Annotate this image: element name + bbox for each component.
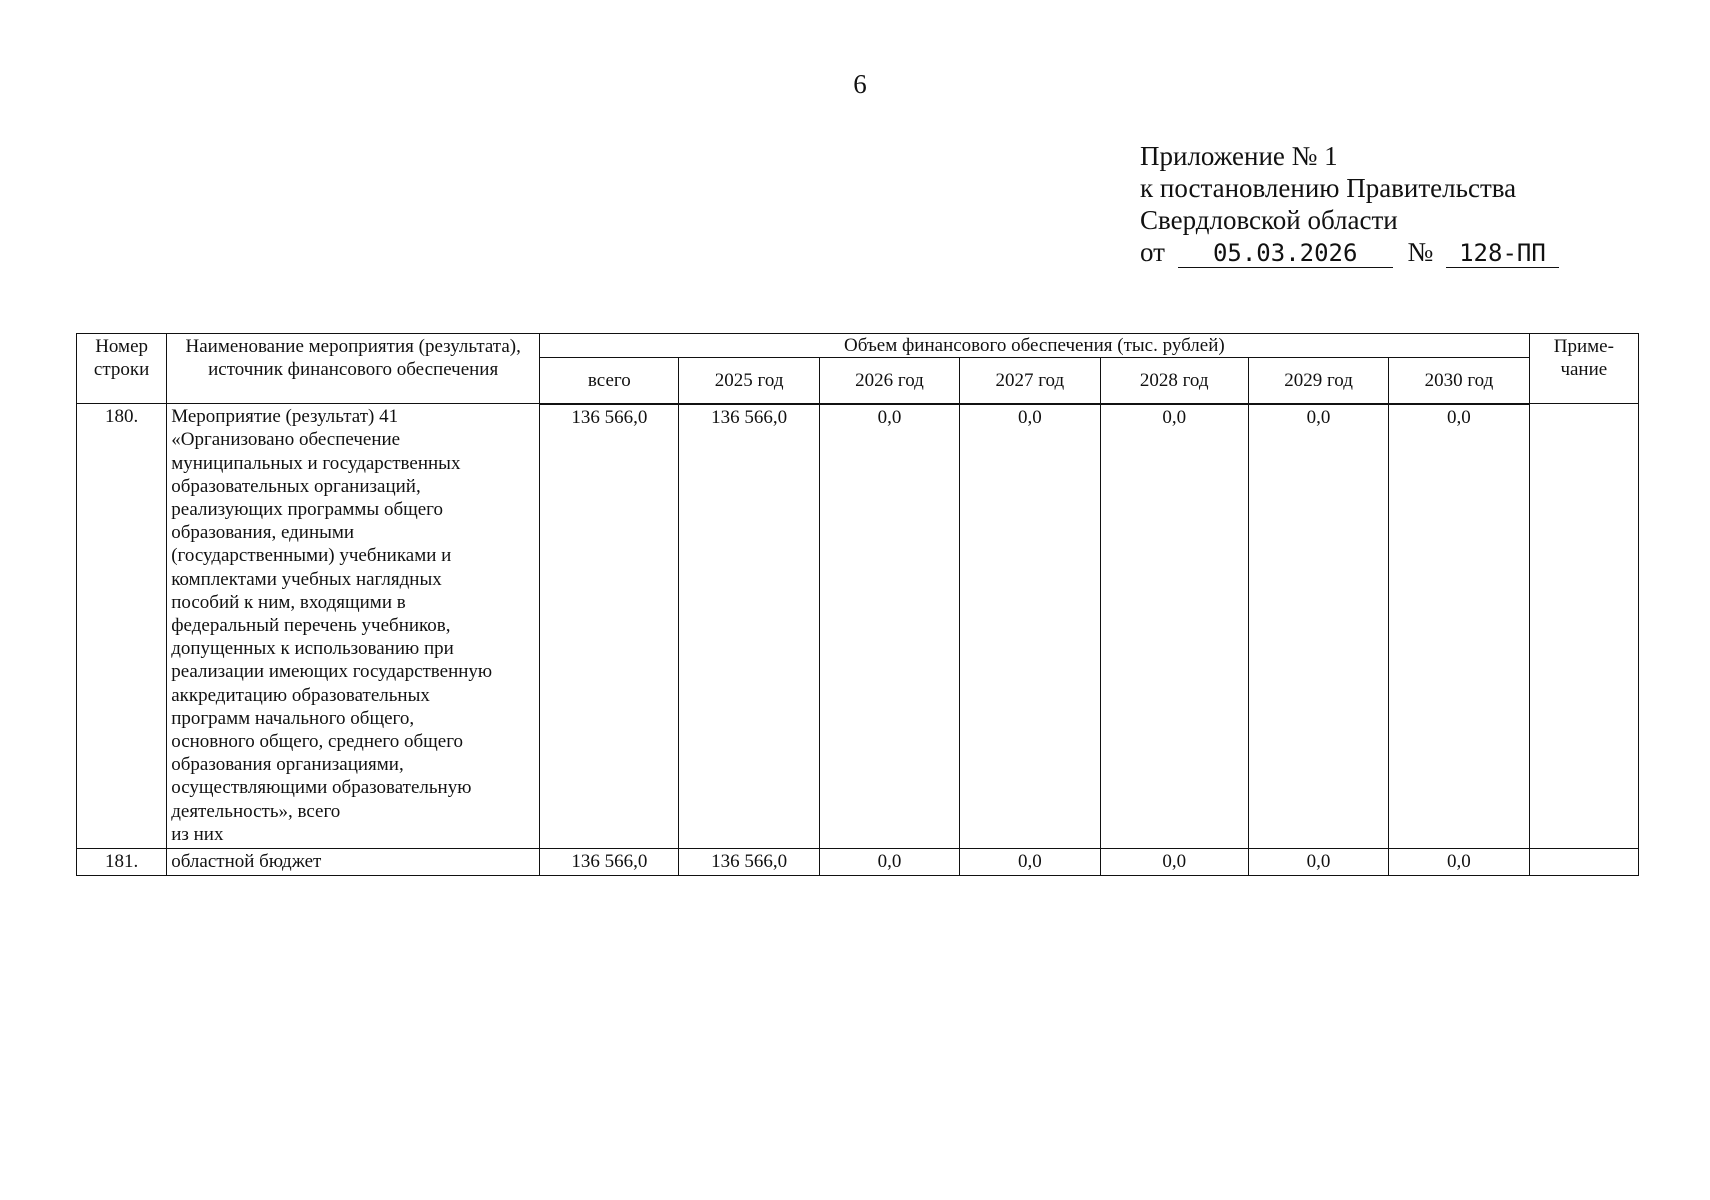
appendix-signature-line xyxy=(1140,236,1559,268)
row-name xyxy=(167,849,540,876)
row-name-line: «Организовано обеспечение xyxy=(171,429,401,451)
row-number: 180. xyxy=(77,404,167,849)
row-name-line: (государственными) учебниками и xyxy=(171,545,452,567)
row-name-line: деятельность», всего xyxy=(171,800,341,822)
header-total: всего xyxy=(540,358,679,404)
header-row-number: Номер строки xyxy=(77,334,167,404)
header-2027: 2027 год xyxy=(960,358,1100,404)
from-label: от xyxy=(1140,237,1165,267)
value-2027: 0,0 xyxy=(960,404,1100,849)
resolution-number: 128-ПП xyxy=(1446,239,1559,268)
appendix-title: Приложение № 1 xyxy=(1140,141,1338,171)
appendix-region: Свердловской области xyxy=(1140,205,1398,235)
value-note xyxy=(1529,404,1638,849)
row-name-line: программ начального общего, xyxy=(171,707,415,729)
row-name-line: осуществляющими образовательную xyxy=(171,777,472,799)
number-label: № xyxy=(1407,237,1434,267)
value-2030: 0,0 xyxy=(1389,404,1529,849)
header-2028: 2028 год xyxy=(1100,358,1248,404)
value-total: 136 566,0 xyxy=(540,404,679,849)
value-note xyxy=(1529,849,1638,876)
value-2026: 0,0 xyxy=(819,849,959,876)
row-name-line: из них xyxy=(171,823,224,845)
table-row xyxy=(77,404,1639,849)
row-number: 181. xyxy=(77,849,167,876)
row-name-line: реализующих программы общего xyxy=(171,499,443,521)
row-name-line: аккредитацию образовательных xyxy=(171,684,430,706)
header-2030: 2030 год xyxy=(1389,358,1529,404)
value-2030: 0,0 xyxy=(1389,849,1529,876)
header-note: Приме-чание xyxy=(1529,334,1638,404)
row-name-line: образования, едиными xyxy=(171,522,355,544)
value-2029: 0,0 xyxy=(1248,404,1388,849)
appendix-resolution: к постановлению Правительства xyxy=(1140,173,1517,203)
row-name-line: образовательных организаций, xyxy=(171,475,421,497)
row-name xyxy=(167,404,540,849)
value-2026: 0,0 xyxy=(819,404,959,849)
row-name-line: федеральный перечень учебников, xyxy=(171,615,451,637)
page-number: 6 xyxy=(853,69,867,99)
value-2028: 0,0 xyxy=(1100,849,1248,876)
row-name-line: образования организациями, xyxy=(171,754,404,776)
resolution-date: 05.03.2026 xyxy=(1178,239,1393,268)
row-name-line: муниципальных и государственных xyxy=(171,452,461,474)
value-2025: 136 566,0 xyxy=(679,404,819,849)
row-name-line: комплектами учебных наглядных xyxy=(171,568,442,590)
value-2027: 0,0 xyxy=(960,849,1100,876)
appendix-block xyxy=(1140,140,1559,268)
row-name-line: областной бюджет xyxy=(171,851,322,873)
header-name: Наименование мероприятия (результата), источник финансового обеспечения xyxy=(167,334,540,404)
header-funding-group: Объем финансового обеспечения (тыс. рублей) xyxy=(540,334,1530,358)
table-header-row-1 xyxy=(77,334,1639,358)
header-2029: 2029 год xyxy=(1248,358,1388,404)
table-row xyxy=(77,849,1639,876)
header-2026: 2026 год xyxy=(819,358,959,404)
value-2028: 0,0 xyxy=(1100,404,1248,849)
row-name-line: пособий к ним, входящими в xyxy=(171,591,406,613)
row-name-line: допущенных к использованию при xyxy=(171,638,454,660)
row-name-line: реализации имеющих государственную xyxy=(171,661,493,683)
header-2025: 2025 год xyxy=(679,358,819,404)
financing-table xyxy=(76,333,1639,876)
value-total: 136 566,0 xyxy=(540,849,679,876)
row-name-line: Мероприятие (результат) 41 xyxy=(171,406,399,428)
row-name-line: основного общего, среднего общего xyxy=(171,731,464,753)
value-2029: 0,0 xyxy=(1248,849,1388,876)
value-2025: 136 566,0 xyxy=(679,849,819,876)
